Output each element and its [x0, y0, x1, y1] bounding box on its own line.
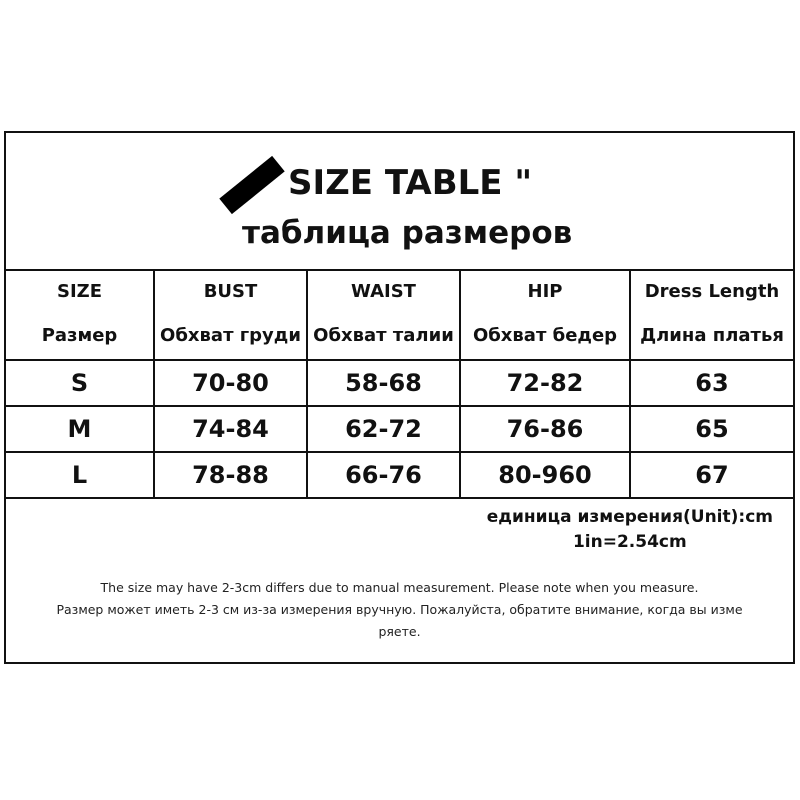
- header-ru: Обхват талии: [313, 325, 454, 346]
- header-en: SIZE: [56, 281, 102, 302]
- waist-cell: 66-76: [307, 452, 460, 498]
- bust-cell: 70-80: [154, 360, 307, 406]
- dress-length-cell: 65: [630, 406, 793, 452]
- table-row: [6, 452, 793, 498]
- size-chart-frame: [4, 131, 795, 664]
- dress-length-cell: 63: [630, 360, 793, 406]
- size-cell: L: [6, 452, 154, 498]
- header-ru: Обхват бедер: [472, 325, 618, 346]
- title-english: SIZE TABLE ": [288, 163, 533, 203]
- waist-cell: 58-68: [307, 360, 460, 406]
- size-table: [6, 269, 793, 499]
- table-row: [6, 360, 793, 406]
- header-en: HIP: [527, 281, 563, 302]
- note-russian-line2: ряете.: [378, 624, 421, 639]
- conversion-line: 1in=2.54cm: [572, 532, 687, 552]
- size-cell: S: [6, 360, 154, 406]
- note-russian-line1: Размер может иметь 2-3 см из-за измерения вручную. Пожалуйста, обратите внимание, когда вы изме: [56, 602, 743, 617]
- unit-note: [487, 505, 773, 555]
- column-header-dress-length: [630, 269, 793, 360]
- column-header-hip: [460, 269, 630, 360]
- size-cell: M: [6, 406, 154, 452]
- measurement-disclaimer: [6, 577, 793, 643]
- column-header-bust: [154, 269, 307, 360]
- column-header-size: [6, 269, 154, 360]
- table-header-row: [6, 269, 793, 360]
- hip-cell: 80-960: [460, 452, 630, 498]
- title-russian: таблица размеров: [242, 215, 573, 251]
- header-en: Dress Length: [644, 281, 780, 302]
- header-ru: Размер: [41, 325, 118, 346]
- dress-length-cell: 67: [630, 452, 793, 498]
- column-header-waist: [307, 269, 460, 360]
- hip-cell: 72-82: [460, 360, 630, 406]
- table-row: [6, 406, 793, 452]
- bust-cell: 78-88: [154, 452, 307, 498]
- hip-cell: 76-86: [460, 406, 630, 452]
- waist-cell: 62-72: [307, 406, 460, 452]
- chart-header: [6, 133, 793, 271]
- header-en: WAIST: [351, 281, 416, 302]
- decorative-bar-icon: [219, 156, 284, 214]
- unit-line: единица измерения(Unit):cm: [486, 507, 773, 527]
- header-en: BUST: [203, 281, 258, 302]
- header-ru: Обхват груди: [160, 325, 301, 346]
- bust-cell: 74-84: [154, 406, 307, 452]
- note-english: The size may have 2-3cm differs due to manual measurement. Please note when you measure.: [100, 580, 699, 595]
- header-ru: Длина платья: [640, 325, 784, 346]
